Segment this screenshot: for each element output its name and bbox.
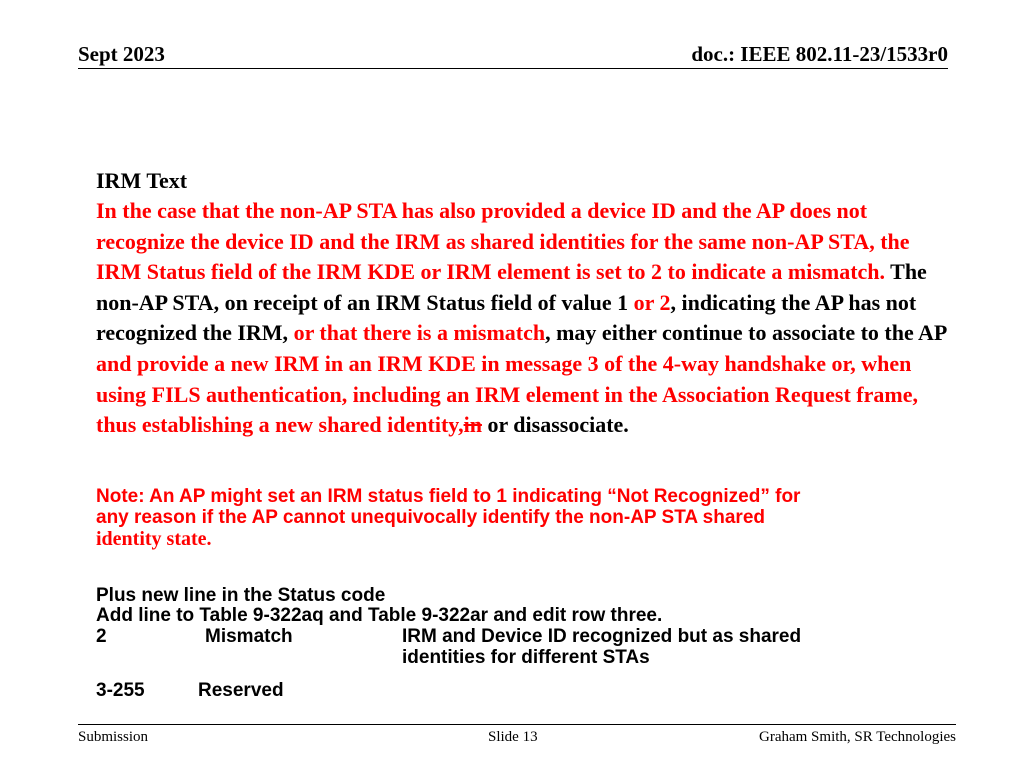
p1-red-intro: In the case that the non-AP STA has also provided a device ID and the AP does not recognize the device ID and the IRM as shared identities for the same non-AP STA, the IRM Status field of the IRM KDE or IRM element is set to 2 to indicate a mismatch.	[96, 198, 910, 285]
row2-description-line-1: IRM and Device ID recognized but as shared	[402, 626, 802, 647]
section-heading: IRM Text	[96, 168, 188, 193]
row2-code: 2	[96, 626, 107, 647]
row2-description-line-2: identities for different STAs	[402, 647, 650, 668]
footer-submission: Submission	[78, 729, 149, 745]
p1-red-f: and provide a new IRM in an IRM KDE in message 3 of the 4-way handshake or, when using FILS authentication, including an IRM element in the Association Request frame, thus establishing a new shared identity,	[96, 350, 918, 438]
header-doc-id: doc.: IEEE 802.11-23/1533r0	[691, 42, 948, 66]
irm-paragraph	[96, 196, 956, 441]
status-line-1: Plus new line in the Status code	[96, 585, 386, 606]
p1-black-c: , indicating the AP has not recognized the IRM,	[96, 289, 917, 346]
p1-black-g: or disassociate.	[481, 412, 629, 438]
p1-red-b: or 2	[633, 289, 671, 315]
status-line-2: Add line to Table 9-322aq and Table 9-322ar and edit row three.	[96, 605, 663, 626]
p1-red-d: or that there is a mismatch	[293, 320, 546, 346]
footer-author: Graham Smith, SR Technologies	[759, 729, 956, 745]
row3-name: Reserved	[198, 680, 284, 701]
p1-black-a: The non-AP STA, on receipt of an IRM Status field of value 1	[96, 259, 927, 315]
row2-name: Mismatch	[205, 626, 293, 647]
p1-strikethrough: in	[463, 412, 482, 438]
header-rule	[78, 68, 948, 69]
note-line-3: identity state.	[96, 528, 212, 550]
header-date: Sept 2023	[78, 42, 165, 66]
note-line-2: any reason if the AP cannot unequivocally identify the non-AP STA shared	[96, 507, 765, 528]
p1-black-e: , may either continue to associate to the AP	[545, 320, 947, 346]
footer-rule	[78, 724, 956, 725]
footer-slide-number: Slide 13	[488, 729, 538, 745]
note-line-1: Note: An AP might set an IRM status field to 1 indicating “Not Recognized” for	[96, 486, 801, 507]
row3-code: 3-255	[96, 680, 145, 701]
